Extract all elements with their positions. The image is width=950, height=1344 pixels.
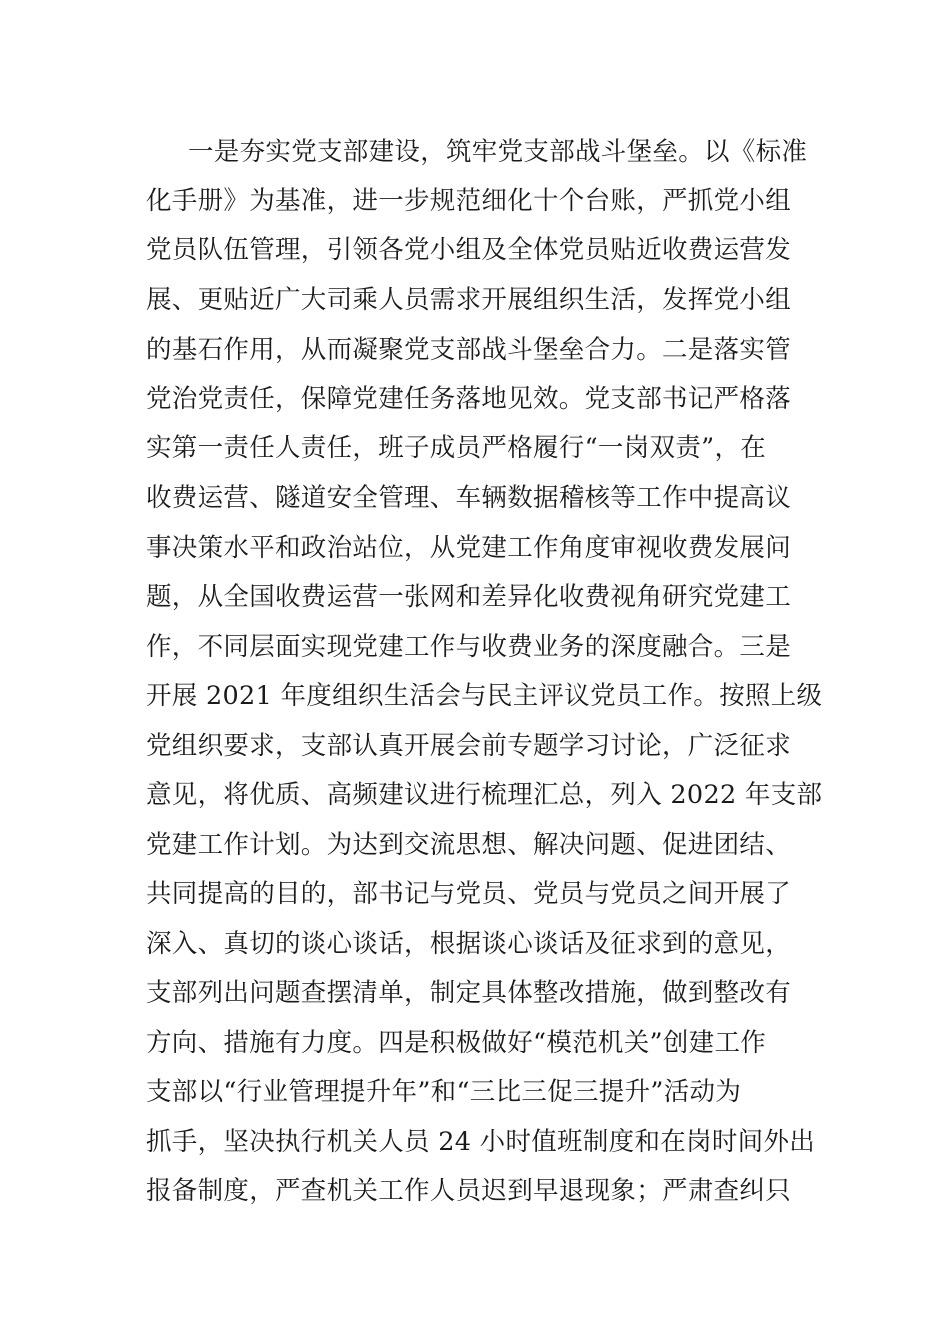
- paragraph-line: 党员队伍管理，引领各党小组及全体党员贴近收费运营发: [146, 235, 792, 265]
- paragraph-line: 开展 2021 年度组织生活会与民主评议党员工作。按照上级: [146, 681, 823, 711]
- paragraph-line: 方向、措施有力度。四是积极做好“模范机关”创建工作: [146, 1028, 767, 1058]
- paragraph-line: 实第一责任人责任，班子成员严格履行“一岗双责”，在: [146, 433, 767, 463]
- paragraph-line: 党建工作计划。为达到交流思想、解决问题、促进团结、: [146, 830, 792, 860]
- paragraph-line: 意见，将优质、高频建议进行梳理汇总，列入 2022 年支部: [146, 780, 823, 810]
- paragraph-line: 共同提高的目的，部书记与党员、党员与党员之间开展了: [146, 879, 792, 909]
- paragraph-line: 抓手，坚决执行机关人员 24 小时值班制度和在岗时间外出: [146, 1127, 816, 1157]
- paragraph-line: 作，不同层面实现党建工作与收费业务的深度融合。三是: [146, 632, 792, 662]
- paragraph-line: 收费运营、隧道安全管理、车辆数据稽核等工作中提高议: [146, 483, 792, 513]
- paragraph-line: 支部以“行业管理提升年”和“三比三促三提升”活动为: [146, 1077, 742, 1107]
- paragraph-line: 党组织要求，支部认真开展会前专题学习讨论，广泛征求: [146, 731, 792, 761]
- paragraph-line: 展、更贴近广大司乘人员需求开展组织生活，发挥党小组: [146, 285, 792, 315]
- paragraph-line: 报备制度，严查机关工作人员迟到早退现象；严肃查纠只: [146, 1176, 792, 1206]
- paragraph-line: 一是夯实党支部建设，筑牢党支部战斗堡垒。以《标准: [188, 137, 808, 167]
- paragraph-line: 化手册》为基准，进一步规范细化十个台账，严抓党小组: [146, 186, 792, 216]
- paragraph-line: 事决策水平和政治站位，从党建工作角度审视收费发展问: [146, 533, 792, 563]
- paragraph-line: 党治党责任，保障党建任务落地见效。党支部书记严格落: [146, 384, 792, 414]
- paragraph-line: 题，从全国收费运营一张网和差异化收费视角研究党建工: [146, 582, 792, 612]
- paragraph-line: 的基石作用，从而凝聚党支部战斗堡垒合力。二是落实管: [146, 335, 792, 365]
- paragraph-line: 深入、真切的谈心谈话，根据谈心谈话及征求到的意见，: [146, 929, 792, 959]
- paragraph-line: 支部列出问题查摆清单，制定具体整改措施，做到整改有: [146, 978, 792, 1008]
